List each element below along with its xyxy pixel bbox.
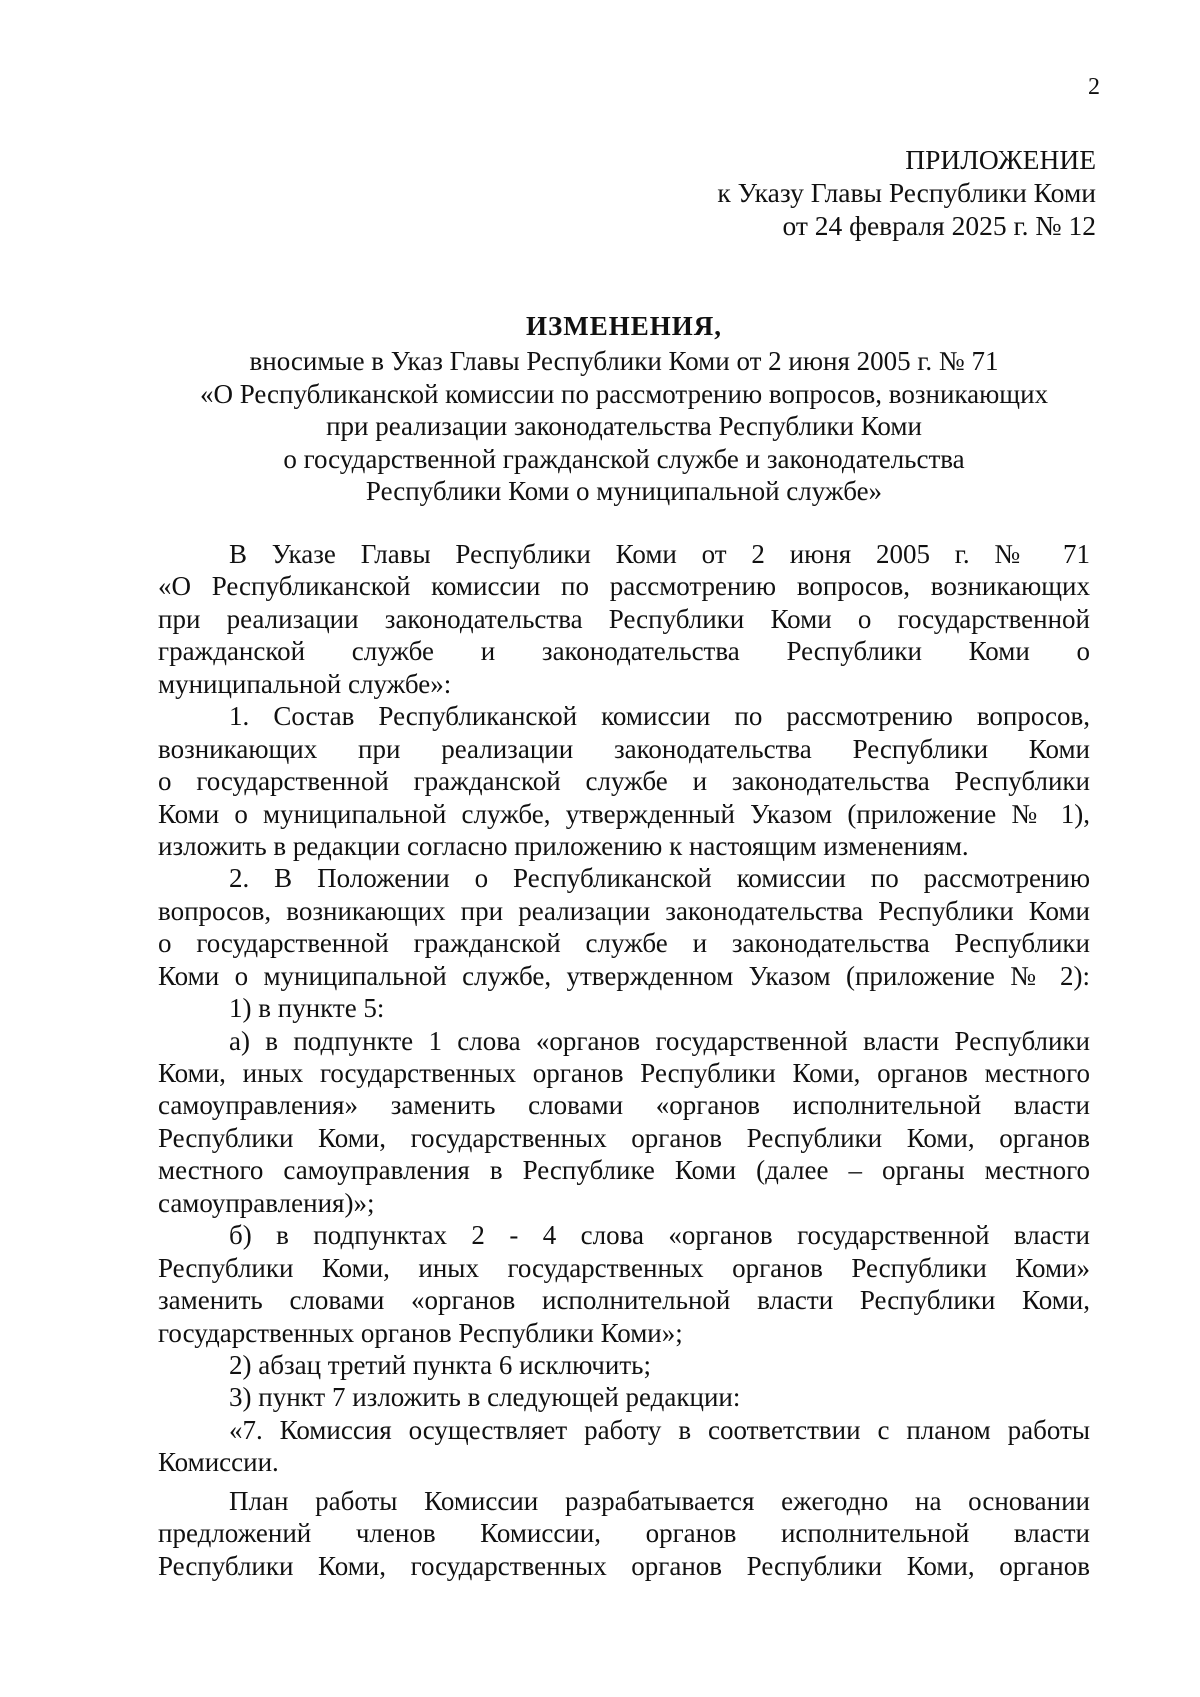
subtitle-line: Республики Коми о муниципальной службе» [365,476,883,506]
body-line: о государственной гражданской службе и законодательства Республики [158,928,1090,959]
body-line: 2) абзац третий пункта 6 исключить; [229,1349,651,1380]
body-line: В Указе Главы Республики Коми от 2 июня 2005 г. № 71 [229,539,1090,569]
subtitle-line: «О Республиканской комиссии по рассмотрению вопросов, возникающих [199,378,1049,409]
body-line: изложить в редакции согласно приложению к настоящим изменениям. [158,830,969,861]
body-line: самоуправления» заменить словами «органов исполнительной власти [158,1090,1090,1121]
body-line: местного самоуправления в Республике Коми (далее – органы местного [158,1155,1090,1186]
document-subtitle [158,345,1090,508]
body-line: 1) в пункте 5: [229,993,385,1024]
subtitle-line: при реализации законодательства Республики Коми [326,411,922,441]
subtitle-line: вносимые в Указ Главы Республики Коми от 2 июня 2005 г. № 71 [249,346,999,376]
body-line: 2. В Положении о Республиканской комиссии по рассмотрению [229,863,1090,894]
body-line: вопросов, возникающих при реализации законодательства Республики Коми [158,895,1090,926]
body-line: предложений членов Комиссии, органов исполнительной власти [158,1518,1090,1549]
appendix-decree-date: от 24 февраля 2025 г. № 12 [782,210,1096,241]
body-line: «О Республиканской комиссии по рассмотрению вопросов, возникающих [158,571,1090,602]
body-line: при реализации законодательства Республики Коми о государственной [158,603,1090,634]
body-line: Коми, иных государственных органов Республики Коми, органов местного [158,1058,1090,1088]
subtitle-line: о государственной гражданской службе и законодательства [283,443,965,474]
body-line: Комиссии. [158,1447,279,1478]
body-line: Республики Коми, государственных органов Республики Коми, органов [158,1550,1090,1581]
body-line: возникающих при реализации законодательства Республики Коми [158,733,1090,764]
body-line: План работы Комиссии разрабатывается ежегодно на основании [229,1485,1090,1516]
appendix-label: ПРИЛОЖЕНИЕ [905,144,1096,175]
body-line: Коми о муниципальной службе, утвержденном Указом (приложение № 2): [158,960,1090,991]
appendix-decree-ref: к Указу Главы Республики Коми [717,177,1096,208]
body-line: «7. Комиссия осуществляет работу в соответствии с планом работы [229,1414,1090,1445]
document-body [158,538,1090,1582]
body-line: о государственной гражданской службе и законодательства Республики [158,766,1090,797]
body-line: муниципальной службе»: [158,668,452,699]
body-line: 3) пункт 7 изложить в следующей редакции: [229,1382,741,1413]
body-line: Коми о муниципальной службе, утвержденный Указом (приложение № 1), [158,798,1090,829]
appendix-header [717,143,1096,242]
document-title: ИЗМЕНЕНИЯ, [525,311,722,341]
body-line: заменить словами «органов исполнительной власти Республики Коми, [158,1285,1090,1316]
page-number: 2 [1088,74,1100,100]
body-line: Республики Коми, государственных органов Республики Коми, органов [158,1122,1090,1153]
body-line: гражданской службе и законодательства Республики Коми о [158,636,1090,667]
body-line: а) в подпункте 1 слова «органов государственной власти Республики [229,1025,1090,1056]
body-line: 1. Состав Республиканской комиссии по рассмотрению вопросов, [229,701,1090,732]
body-line: государственных органов Республики Коми»; [158,1317,683,1348]
body-line: б) в подпунктах 2 - 4 слова «органов государственной власти [229,1220,1090,1251]
body-line: Республики Коми, иных государственных органов Республики Коми» [158,1252,1090,1283]
body-line: самоуправления)»; [158,1187,375,1218]
